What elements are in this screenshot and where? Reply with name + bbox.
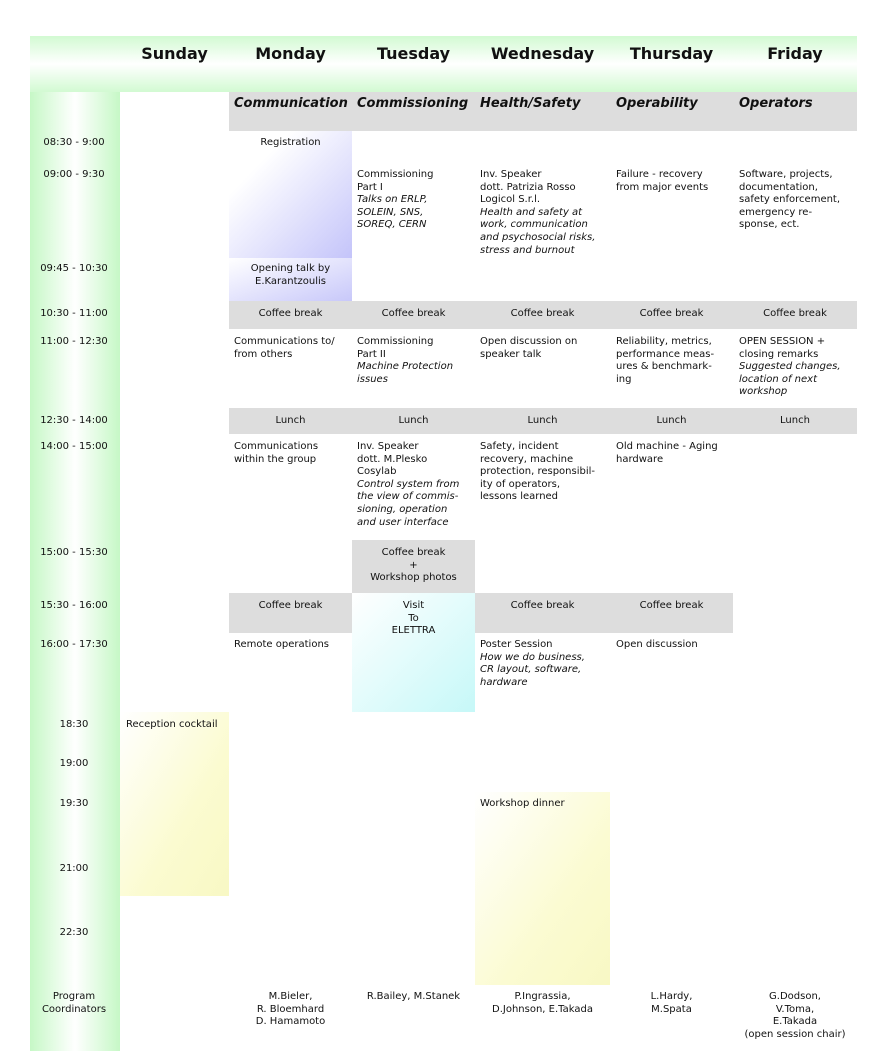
cell-line: V.Toma, xyxy=(775,1003,815,1015)
cell-line: How we do business, xyxy=(480,651,585,663)
coffee-break-tue: Coffee break xyxy=(381,308,446,319)
time-0900: 09:00 - 9:30 xyxy=(43,169,105,180)
lunch-thu: Lunch xyxy=(656,415,687,426)
cell-line: the view of commis- xyxy=(357,491,459,503)
cell-line: Visit xyxy=(402,600,425,611)
cell-line: ing xyxy=(616,373,632,385)
fri-open-session xyxy=(739,336,857,399)
coffee-break-mon-1530: Coffee break xyxy=(258,600,323,611)
cell-line: E.Karantzoulis xyxy=(255,275,326,287)
cell-line: dott. M.Plesko xyxy=(357,453,428,465)
cell-line: closing remarks xyxy=(739,348,819,360)
coffee-break-thu-1530: Coffee break xyxy=(639,600,704,611)
lunch-fri: Lunch xyxy=(780,415,810,426)
cell-line: ELETTRA xyxy=(391,625,436,637)
cell-line: SOLEIN, SNS, xyxy=(357,206,424,218)
cell-line: speaker talk xyxy=(480,348,542,360)
cell-line: Suggested changes, xyxy=(739,361,841,373)
coordinators-friday xyxy=(733,991,857,1041)
coordinators-label xyxy=(32,991,116,1016)
cell-line: location of next xyxy=(739,373,818,385)
cell-line: Part I xyxy=(357,181,383,193)
wed-safety xyxy=(480,441,610,504)
cell-line: Reliability, metrics, xyxy=(616,336,712,347)
time-1930: 19:30 xyxy=(59,798,89,809)
cell-line: within the group xyxy=(234,453,317,465)
theme-tuesday: Commissioning xyxy=(357,96,469,111)
cell-line: hardware xyxy=(616,453,664,465)
cell-line: Inv. Speaker xyxy=(357,441,419,452)
time-column-band xyxy=(30,92,120,1051)
thu-open-discussion: Open discussion xyxy=(616,639,698,650)
cell-line: Failure - recovery xyxy=(616,169,703,180)
day-tuesday: Tuesday xyxy=(376,44,451,63)
cell-line: hardware xyxy=(480,676,528,688)
cell-line: and user interface xyxy=(357,516,449,528)
mon-registration: Registration xyxy=(260,137,321,148)
mon-communications-group xyxy=(234,441,352,466)
cell-line: performance meas- xyxy=(616,348,715,360)
coffee-break-thu: Coffee break xyxy=(639,308,704,319)
day-friday: Friday xyxy=(767,44,823,63)
cell-line: sponse, ect. xyxy=(739,219,800,231)
day-sunday: Sunday xyxy=(141,44,208,63)
cell-line: Software, projects, xyxy=(739,169,833,180)
cell-line: stress and burnout xyxy=(480,244,575,256)
cell-line: Opening talk by xyxy=(250,263,331,274)
cell-line: lessons learned xyxy=(480,491,559,503)
cell-line: Health and safety at xyxy=(480,206,583,218)
header-corner-band xyxy=(30,36,120,92)
cell-line: Control system from xyxy=(357,478,460,490)
cell-line: from others xyxy=(234,348,293,360)
cell-line: Part II xyxy=(357,348,386,360)
dinner-cell-bg xyxy=(475,792,610,985)
mon-remote-operations: Remote operations xyxy=(234,639,329,650)
mon-communications-others xyxy=(234,336,352,361)
time-1030: 10:30 - 11:00 xyxy=(40,308,108,319)
time-2100: 21:00 xyxy=(59,863,89,874)
coordinators-thursday xyxy=(610,991,733,1016)
cell-line: SOREQ, CERN xyxy=(357,219,427,231)
theme-thursday: Operability xyxy=(616,96,698,111)
time-1500: 15:00 - 15:30 xyxy=(40,547,108,558)
cell-line: D. Hamamoto xyxy=(255,1016,326,1028)
cell-line: Talks on ERLP, xyxy=(357,194,428,206)
time-1230: 12:30 - 14:00 xyxy=(40,415,108,426)
cell-line: Logicol S.r.l. xyxy=(480,194,541,206)
time-1600: 16:00 - 17:30 xyxy=(40,639,108,650)
cell-line: E.Takada xyxy=(772,1016,818,1028)
cell-line: Coffee break xyxy=(381,547,446,558)
cell-line: L.Hardy, xyxy=(650,991,693,1002)
cell-line: Old machine - Aging xyxy=(616,441,718,452)
wed-poster-session xyxy=(480,639,610,689)
cell-line: documentation, xyxy=(739,181,818,193)
day-thursday: Thursday xyxy=(629,44,714,63)
lunch-tue: Lunch xyxy=(398,415,429,426)
cell-line: Cosylab xyxy=(357,466,397,478)
cell-line: M.Bieler, xyxy=(268,991,313,1002)
time-0830: 08:30 - 9:00 xyxy=(43,137,105,148)
mon-opening-talk xyxy=(229,263,352,288)
tue-commissioning-part1 xyxy=(357,169,475,232)
day-wednesday: Wednesday xyxy=(490,44,595,63)
coffee-break-wed: Coffee break xyxy=(510,308,575,319)
coordinators-monday xyxy=(229,991,352,1029)
cell-line: recovery, machine xyxy=(480,453,574,465)
cell-line: Communications xyxy=(234,441,319,452)
cell-line: safety enforcement, xyxy=(739,194,841,206)
coffee-break-fri: Coffee break xyxy=(763,308,827,319)
time-0945: 09:45 - 10:30 xyxy=(40,263,108,274)
cell-line: M.Spata xyxy=(651,1003,692,1015)
cell-line: P.Ingrassia, xyxy=(514,991,571,1002)
cell-line: work, communication xyxy=(480,219,588,231)
fri-software xyxy=(739,169,857,232)
coffee-row-bg-wedthu-1530 xyxy=(475,593,733,633)
cell-line: issues xyxy=(357,373,388,385)
cell-line: Poster Session xyxy=(480,639,553,650)
coordinators-wednesday xyxy=(475,991,610,1016)
wed-workshop-dinner: Workshop dinner xyxy=(480,798,565,809)
coffee-break-mon: Coffee break xyxy=(258,308,323,319)
sun-reception-cocktail: Reception cocktail xyxy=(126,719,218,730)
cell-line: dott. Patrizia Rosso xyxy=(480,181,576,193)
cell-line: Communications to/ xyxy=(234,336,335,347)
registration-cell-bg xyxy=(229,131,352,258)
cell-line: CR layout, software, xyxy=(480,664,582,676)
cell-line: (open session chair) xyxy=(744,1028,846,1040)
theme-wednesday: Health/Safety xyxy=(480,96,581,111)
wed-invited-speaker xyxy=(480,169,610,257)
coffee-row-bg-mon-1530 xyxy=(229,593,352,633)
cell-line: R. Bloemhard xyxy=(256,1003,325,1015)
cell-line: Inv. Speaker xyxy=(480,169,542,180)
cell-line: G.Dodson, xyxy=(769,991,821,1002)
theme-monday: Communication xyxy=(234,96,348,111)
cell-line: D.Johnson, E.Takada xyxy=(492,1003,593,1015)
time-1100: 11:00 - 12:30 xyxy=(40,336,108,347)
day-monday: Monday xyxy=(255,44,326,63)
cell-line: Machine Protection xyxy=(357,361,454,373)
cell-line: ures & benchmark- xyxy=(616,361,712,373)
lunch-wed: Lunch xyxy=(527,415,558,426)
cell-line: workshop xyxy=(739,386,788,398)
coordinators-label-line: Program xyxy=(52,991,96,1002)
tue-visit-elettra xyxy=(352,600,475,638)
time-1530: 15:30 - 16:00 xyxy=(40,600,108,611)
coordinators-label-line: Coordinators xyxy=(41,1003,107,1015)
thu-failure-recovery xyxy=(616,169,733,194)
cell-line: Safety, incident xyxy=(480,441,559,452)
time-1400: 14:00 - 15:00 xyxy=(40,441,108,452)
coffee-break-wed-1530: Coffee break xyxy=(510,600,575,611)
cell-line: Open discussion on xyxy=(480,336,578,347)
tue-invited-speaker xyxy=(357,441,475,529)
tue-commissioning-part2 xyxy=(357,336,475,386)
lunch-mon: Lunch xyxy=(275,415,306,426)
cell-line: Workshop photos xyxy=(370,572,457,584)
reception-cell-bg xyxy=(120,712,229,896)
cell-line: OPEN SESSION + xyxy=(739,336,826,347)
cell-line: ity of operators, xyxy=(480,478,561,490)
cell-line: To xyxy=(408,612,419,624)
thu-reliability xyxy=(616,336,733,386)
cell-line: protection, responsibil- xyxy=(480,466,595,478)
wed-open-discussion xyxy=(480,336,610,361)
cell-line: from major events xyxy=(616,181,709,193)
cell-line: emergency re- xyxy=(739,206,813,218)
cell-line: and psychosocial risks, xyxy=(480,231,596,243)
thu-old-machine xyxy=(616,441,733,466)
theme-friday: Operators xyxy=(739,96,813,111)
cell-line: + xyxy=(409,559,418,571)
cell-line: Commissioning xyxy=(357,336,434,347)
cell-line: sioning, operation xyxy=(357,503,448,515)
cell-line: Commissioning xyxy=(357,169,434,180)
tue-coffee-photos xyxy=(352,547,475,585)
time-1900: 19:00 xyxy=(59,758,89,769)
time-1830: 18:30 xyxy=(59,719,89,730)
coordinators-tuesday: R.Bailey, M.Stanek xyxy=(366,991,461,1002)
time-2230: 22:30 xyxy=(59,927,89,938)
